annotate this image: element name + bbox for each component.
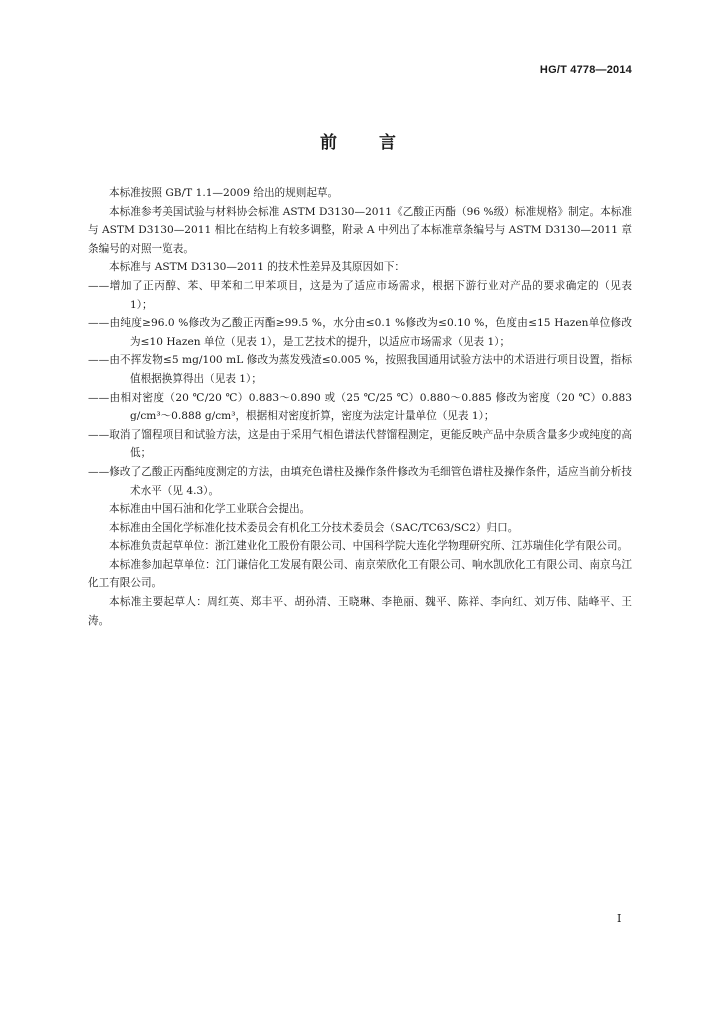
list-item: ——由纯度≥96.0 %修改为乙酸正丙酯≥99.5 %，水分由≤0.1 %修改为≤0.10 %，色度由≤15 Hazen单位修改为≤10 Hazen 单位（见表 1），是工艺技术的提升，以适应市场需求（见表 1）； — [88, 317, 632, 348]
paragraph-differences-intro: 本标准与 ASTM D3130—2011 的技术性差异及其原因如下： — [109, 261, 406, 274]
page-number: I — [617, 912, 622, 925]
list-item: ——取消了馏程项目和试验方法，这是由于采用气相色谱法代替馏程测定，更能反映产品中杂质含量多少或纯度的高低； — [88, 428, 632, 460]
paragraph-main-drafters: 本标准主要起草人：周红英、郑丰平、胡孙清、王晓琳、李艳丽、魏平、陈祥、李向红、刘万伟、陆峰平、王涛。 — [88, 596, 632, 627]
list-item: ——由相对密度（20 ℃/20 ℃）0.883～0.890 或（25 ℃/25 ℃）0.880～0.885 修改为密度（20 ℃）0.883 g/cm³～0.888 g/cm³，根据相对密度折算，密度为法定计量单位（见表 1）； — [88, 391, 632, 423]
paragraph-responsible-drafters: 本标准负责起草单位：浙江建业化工股份有限公司、中国科学院大连化学物理研究所、江苏瑞佳化学有限公司。 — [109, 540, 629, 553]
list-item: ——由不挥发物≤5 mg/100 mL 修改为蒸发残渣≤0.005 %，按照我国通用试验方法中的术语进行项目设置，指标值根据换算得出（见表 1）； — [88, 354, 632, 385]
list-item: ——修改了乙酸正丙酯纯度测定的方法，由填充色谱柱及操作条件修改为毛细管色谱柱及操作条件，适应当前分析技术水平（见 4.3）。 — [88, 465, 632, 497]
paragraph-centralized-by: 本标准由全国化学标准化技术委员会有机化工分技术委员会（SAC/TC63/SC2）归口。 — [109, 521, 519, 534]
standard-code: HG/T 4778—2014 — [539, 64, 632, 76]
list-item: ——增加了正丙醇、苯、甲苯和二甲苯项目，这是为了适应市场需求，根据下游行业对产品的要求确定的（见表 1）； — [88, 279, 632, 311]
paragraph-drafting-rule: 本标准按照 GB/T 1.1—2009 给出的规则起草。 — [109, 187, 339, 199]
paragraph-participating-drafters: 本标准参加起草单位：江门谦信化工发展有限公司、南京荣欣化工有限公司、响水凯欣化工有限公司、南京乌江化工有限公司。 — [88, 558, 632, 590]
paragraph-reference-standard: 本标准参考美国试验与材料协会标准 ASTM D3130—2011《乙酸正丙酯（96 %级）标准规格》制定。本标准与 ASTM D3130—2011 相比在结构上有较多调整，附录 A 中列出了本标准章条编号与 ASTM D3130—2011 章条编号的对照一览表。 — [88, 205, 632, 255]
foreword-body — [88, 184, 632, 630]
paragraph-proposer: 本标准由中国石油和化学工业联合会提出。 — [109, 503, 311, 516]
page-title: 前言 — [320, 133, 438, 153]
